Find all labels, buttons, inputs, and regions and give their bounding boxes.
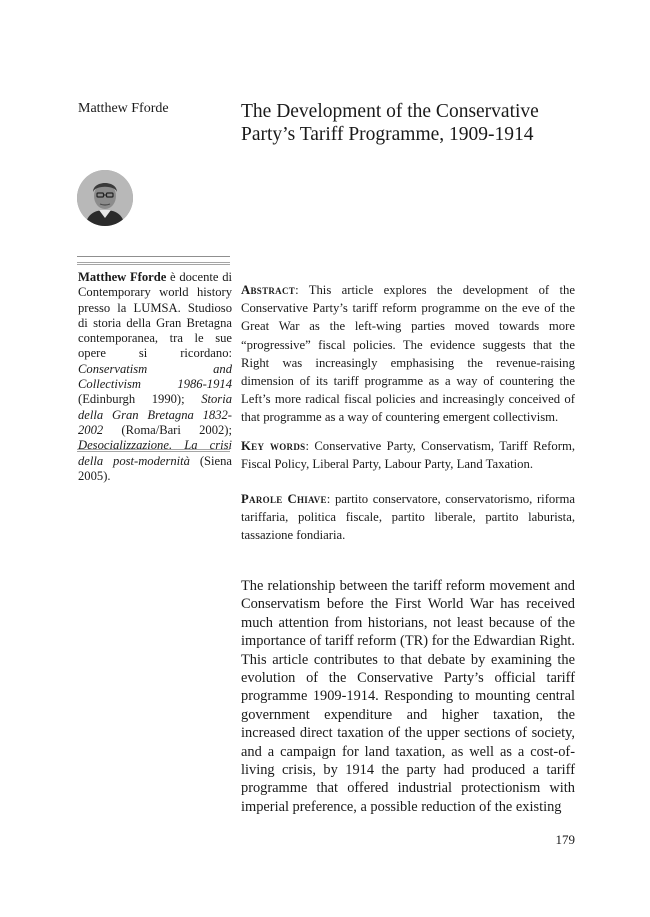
parole-chiave-text: : partito conservatore, conservatorismo, riforma tariffaria, politica fiscale, partito liberale, partito laburista, tassazione fondiaria. [241,492,575,543]
bio-text-2: (Edinburgh 1990); [78,392,202,407]
bio-bottom-double-rule [77,449,230,453]
keywords [241,437,575,473]
bio-work-3: Desocializzazione. La crisi della post-modernità [78,438,232,468]
page-number: 179 [555,832,575,847]
article-title-line-1: The Development of the Conservative [241,101,539,122]
author-photo [77,170,133,226]
article-title [241,100,601,146]
bio-work-1: Conservatism and Collectivism 1986-1914 [78,361,232,392]
article-title-line-2: Party’s Tariff Programme, 1909-1914 [241,124,534,145]
parole-chiave [241,490,575,545]
bio-top-rule [77,256,230,257]
bio-text-4: (Siena 2005). [78,453,232,483]
bio-work-2: Storia della Gran Bretagna 1832-2002 [78,392,232,437]
abstract-text: : This article explores the development of the Conservative Party’s tariff reform programme on the eve of the Great War as the left-wing parties moved towards more “progressive” fiscal policies. The evidence suggests that the Right was increasingly emphasising the revenue-raising dimension of its tariff programme as a way of countering the Left’s more radical fiscal policies and increasingly conceived of that programme as a way of countering emergent collectivism. [241,283,575,425]
body-paragraph: The relationship between the tariff reform movement and Conservatism before the First World War has received much attention from historians, not least because of the importance of tariff reform (TR) for the Edwardian Right. This article contributes to that debate by examining the evolution of the Conservative Party’s official tariff programme 1909-1914. Responding to mounting central government expenditure and higher taxation, the increased direct taxation of the upper sections of society, and a campaign for land taxation, as well as a cost-of-living crisis, by 1914 the party had produced a tariff programme that offered industrial protectionism with imperial preference, a possible reduction of the existing [241,578,575,815]
bio-text-1: è docente di Contemporary world history presso la LUMSA. Studioso di storia della Gran Bretagna contemporanea, tra le sue opere si ricordano: [78,270,232,361]
abstract [241,281,575,427]
bio-text-3: (Roma/Bari 2002); [103,422,232,437]
abstract-label: Abstract [241,283,296,297]
keywords-text: : Conservative Party, Conservatism, Tariff Reform, Fiscal Policy, Liberal Party, Labour Party, Land Taxation. [241,439,575,472]
bio-name: Matthew Fforde [78,270,167,284]
keywords-label: Key words [241,439,306,453]
article-body [241,577,575,816]
bio-top-double-rule [77,262,230,266]
author-portrait-icon [77,170,133,226]
header-author: Matthew Fforde [78,101,169,116]
parole-chiave-label: Parole Chiave [241,492,327,506]
